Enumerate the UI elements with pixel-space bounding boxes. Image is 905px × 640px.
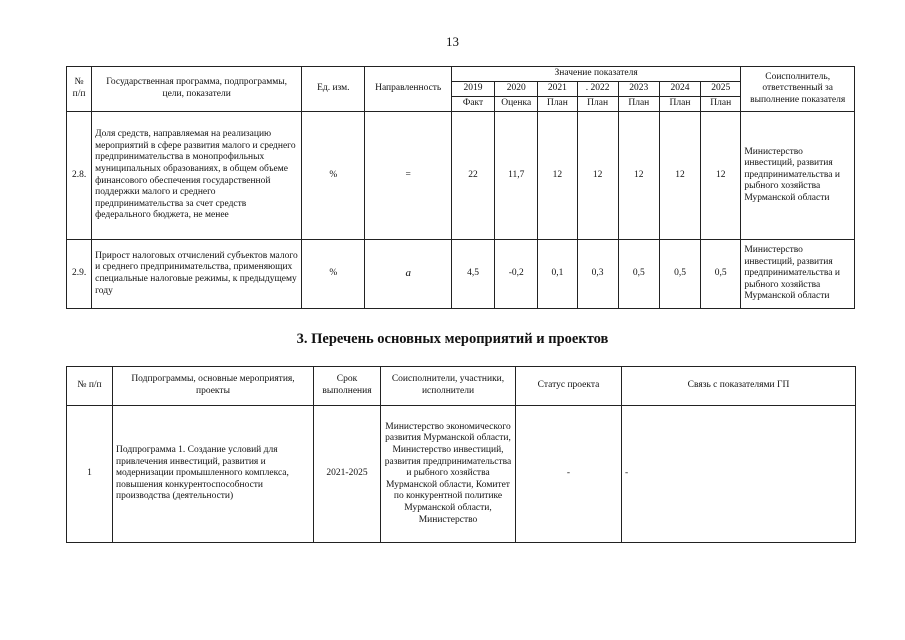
value-cell: 12 <box>659 112 700 240</box>
value-cell: -0,2 <box>495 240 538 309</box>
row-direction: = <box>365 112 451 240</box>
year-cell: 2024 <box>659 82 700 97</box>
value-cell: 0,5 <box>701 240 741 309</box>
value-cell: 4,5 <box>451 240 494 309</box>
year-cell: . 2022 <box>577 82 618 97</box>
header-value-group: Значение показателя <box>451 67 740 82</box>
value-cell: 0,5 <box>659 240 700 309</box>
header-term: Срок выполнения <box>314 367 381 406</box>
year-cell: 2023 <box>618 82 659 97</box>
page-number: 13 <box>446 34 459 49</box>
year-cell: 2019 <box>451 82 494 97</box>
row-num: 2.8. <box>67 112 92 240</box>
row-link: - <box>622 406 856 543</box>
value-cell: 12 <box>538 112 577 240</box>
value-cell: 0,5 <box>618 240 659 309</box>
row-coexecutor: Министерство инвестиций, развития предпринимательства и рыбного хозяйства Мурманской области <box>741 240 855 309</box>
row-coexecutors: Министерство экономического развития Мурманской области, Министерство инвестиций, развития предпринимательства и рыбного хозяйства Мурманской области, Комитет по конкурентной политике Мурманской области, Министерство <box>381 406 516 543</box>
year-cell: 2020 <box>495 82 538 97</box>
value-cell: 22 <box>451 112 494 240</box>
row-status: - <box>516 406 622 543</box>
header-link: Связь с показателями ГП <box>622 367 856 406</box>
row-name: Доля средств, направляемая на реализацию мероприятий в сфере развития малого и среднего предпринимательства в монопрофильных муниципальных образованиях, в общем объеме финансового обеспечения государственной поддержки малого и среднего предпринимательства за счет средств федерального бюджета, не менее <box>92 112 302 240</box>
row-coexecutor: Министерство инвестиций, развития предпринимательства и рыбного хозяйства Мурманской области <box>741 112 855 240</box>
value-cell: 11,7 <box>495 112 538 240</box>
indicators-table <box>66 66 855 309</box>
header-status: Статус проекта <box>516 367 622 406</box>
header-coexecutor: Соисполнитель, ответственный за выполнение показателя <box>741 67 855 112</box>
projects-table <box>66 366 856 543</box>
header-program: Государственная программа, подпрограммы, цели, показатели <box>92 67 302 112</box>
type-cell: План <box>659 97 700 112</box>
table-row <box>67 112 855 240</box>
type-cell: Факт <box>451 97 494 112</box>
type-cell: План <box>538 97 577 112</box>
row-num: 1 <box>67 406 113 543</box>
row-unit: % <box>302 112 365 240</box>
header-coexecutors: Соисполнители, участники, исполнители <box>381 367 516 406</box>
row-term: 2021-2025 <box>314 406 381 543</box>
value-cell: 12 <box>618 112 659 240</box>
row-direction: а <box>365 240 451 309</box>
table-row <box>67 406 856 543</box>
value-cell: 0,1 <box>538 240 577 309</box>
header-num: № п/п <box>67 367 113 406</box>
header-program: Подпрограммы, основные мероприятия, проекты <box>113 367 314 406</box>
value-cell: 0,3 <box>577 240 618 309</box>
value-cell: 12 <box>577 112 618 240</box>
header-unit: Ед. изм. <box>302 67 365 112</box>
year-cell: 2021 <box>538 82 577 97</box>
type-cell: План <box>577 97 618 112</box>
type-cell: Оценка <box>495 97 538 112</box>
header-num: № п/п <box>67 67 92 112</box>
row-unit: % <box>302 240 365 309</box>
row-name: Прирост налоговых отчислений субъектов малого и среднего предпринимательства, применяющих специальные налоговые режимы, к предыдущему году <box>92 240 302 309</box>
year-cell: 2025 <box>701 82 741 97</box>
row-num: 2.9. <box>67 240 92 309</box>
header-direction: Направленность <box>365 67 451 112</box>
type-cell: План <box>701 97 741 112</box>
table-row <box>67 240 855 309</box>
section-title: 3. Перечень основных мероприятий и проектов <box>296 331 609 347</box>
type-cell: План <box>618 97 659 112</box>
row-name: Подпрограмма 1. Создание условий для привлечения инвестиций, развития и модернизации промышленного комплекса, повышения конкурентоспособности производства (деятельности) <box>113 406 314 543</box>
value-cell: 12 <box>701 112 741 240</box>
